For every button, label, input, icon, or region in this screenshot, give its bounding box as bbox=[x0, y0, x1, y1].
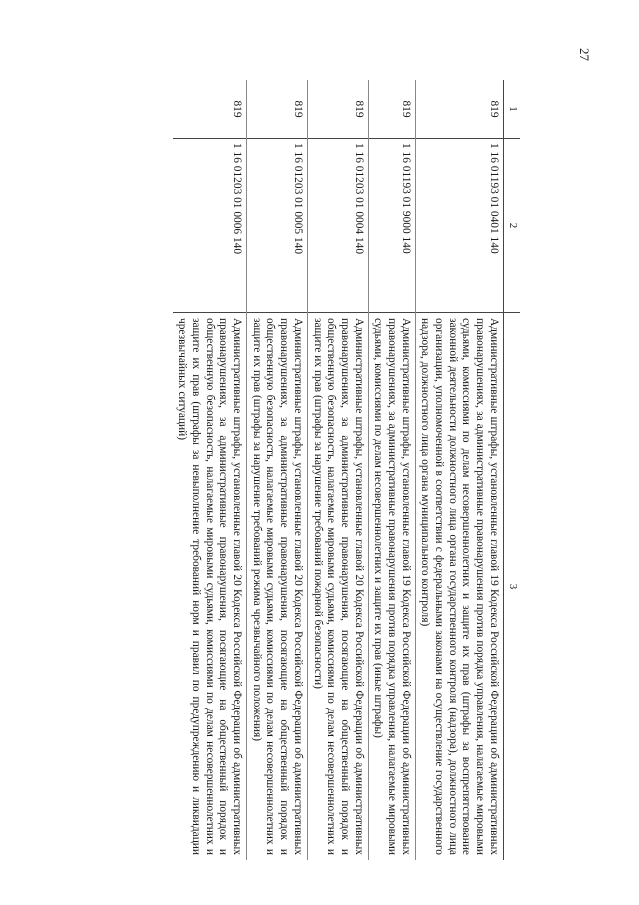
budget-code-cell: 1 16 01203 01 0004 140 bbox=[307, 139, 368, 313]
revenue-codes-table-container bbox=[80, 80, 520, 860]
table-row bbox=[173, 80, 247, 860]
column-header-1: 1 bbox=[503, 80, 520, 139]
description-cell: Административные штрафы, установленные главой 19 Кодекса Российской Федерации об административных правонарушениях, за административные правонарушения против порядка управления, налагаемые мировыми судьями, комиссиями по делам несовершеннолетних и защите их прав (штрафы за воспрепятствование законной деятельности должностного лица органа государственного контроля (надзора), должностного лица организации, уполномоченной в соответствии с федеральными законами на осуществление государственного надзора, должностного лица органа муниципального контроля) bbox=[415, 313, 503, 861]
column-header-3: 3 bbox=[503, 313, 520, 861]
column-header-2: 2 bbox=[503, 139, 520, 313]
page-number: 27 bbox=[577, 48, 592, 61]
table-row bbox=[415, 80, 503, 860]
budget-code-cell: 1 16 01203 01 0006 140 bbox=[173, 139, 247, 313]
description-cell: Административные штрафы, установленные главой 20 Кодекса Российской Федерации об административных правонарушениях, за административные правонарушения, посягающие на общественный порядок и общественную безопасность, налагаемые мировыми судьями, комиссиями по делам несовершеннолетних и защите их прав (штрафы за нарушение требований режима чрезвычайного положения) bbox=[247, 313, 308, 861]
budget-code-cell: 1 16 01193 01 9000 140 bbox=[368, 139, 415, 313]
admin-code-cell: 819 bbox=[307, 80, 368, 139]
table-row bbox=[247, 80, 308, 860]
description-cell: Административные штрафы, установленные главой 20 Кодекса Российской Федерации об административных правонарушениях, за административные правонарушения, посягающие на общественный порядок и общественную безопасность, налагаемые мировыми судьями, комиссиями по делам несовершеннолетних и защите их прав (штрафы за нарушение требований пожарной безопасности) bbox=[307, 313, 368, 861]
admin-code-cell: 819 bbox=[368, 80, 415, 139]
budget-code-cell: 1 16 01193 01 0401 140 bbox=[415, 139, 503, 313]
revenue-codes-table bbox=[173, 80, 520, 860]
admin-code-cell: 819 bbox=[415, 80, 503, 139]
admin-code-cell: 819 bbox=[247, 80, 308, 139]
description-cell: Административные штрафы, установленные главой 20 Кодекса Российской Федерации об административных правонарушениях, за административные правонарушения, посягающие на общественный порядок и общественную безопасность, налагаемые мировыми судьями, комиссиями по делам несовершеннолетних и защите их прав (штрафы за невыполнение требований норм и правил по предупреждению и ликвидации чрезвычайных ситуаций) bbox=[176, 318, 244, 855]
table-header-row bbox=[503, 80, 520, 860]
table-row bbox=[307, 80, 368, 860]
description-cell: Административные штрафы, установленные главой 19 Кодекса Российской Федерации об административных правонарушениях, за административные правонарушения против порядка управления, налагаемые мировыми судьями, комиссиями по делам несовершеннолетних и защите их прав (иные штрафы) bbox=[368, 313, 415, 861]
budget-code-cell: 1 16 01203 01 0005 140 bbox=[247, 139, 308, 313]
table-row bbox=[368, 80, 415, 860]
admin-code-cell: 819 bbox=[173, 80, 247, 139]
